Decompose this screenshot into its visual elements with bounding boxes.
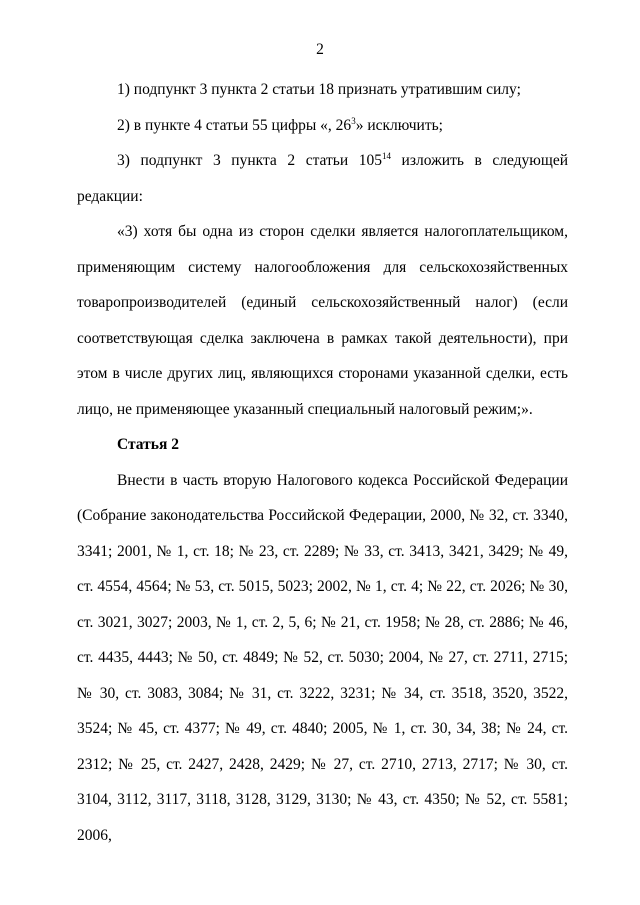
article-text: Внести в часть вторую Налогового кодекса Российской Федерации (Собрание законодательства Российской Федерации, 2000, № 32, ст. 3340, 3341; 2001, № 1, ст. 18; № 23, ст. 2289; № 33, ст. 3413, 3421, 3429; № 49, ст. 4554, 4564; № 53, ст. 5015, 5023; 2002, № 1, ст. 4; № 22, ст. 2026; № 30, ст. 3021, 3027; 2003, № 1, ст. 2, 5, 6; № 21, ст. 1958; № 28, ст. 2886; № 46, ст. 4435, 4443; № 50, ст. 4849; № 52, ст. 5030; 2004, № 27, ст. 2711, 2715; № 30, ст. 3083, 3084; № 31, ст. 3222, 3231; № 34, ст. 3518, 3520, 3522, 3524; № 45, ст. 4377; № 49, ст. 4840; 2005, № 1, ст. 30, 34, 38; № 24, ст. 2312; № 25, ст. 2427, 2428, 2429; № 27, ст. 2710, 2713, 2717; № 30, ст. 3104, 3112, 3117, 3118, 3128, 3129, 3130; № 43, ст. 4350; № 52, ст. 5581; 2006, — [77, 471, 568, 844]
document-body — [77, 72, 568, 853]
item-3-text-after: изложить в следующей редакции: — [77, 152, 568, 205]
item-2-text-after: » исключить; — [355, 116, 443, 134]
item-1-text: 1) подпункт 3 пункта 2 статьи 18 признать утратившим силу; — [117, 81, 521, 98]
page-number: 2 — [316, 41, 324, 58]
item-2-text-before: 2) в пункте 4 статьи 55 цифры «, 26 — [117, 116, 352, 134]
item-2 — [77, 108, 568, 144]
article-heading: Статья 2 — [117, 436, 179, 453]
item-3 — [77, 143, 568, 214]
quoted-subitem: «3) хотя бы одна из сторон сделки является налогоплательщиком, применяющим систему налогообложения для сельскохозяйственных товаропроизводителей (единый сельскохозяйственный налог) (если соответствующая сделка заключена в рамках такой деятельности), при этом в числе других лиц, являющихся сторонами указанной сделки, есть лицо, не применяющее указанный специальный налоговый режим;». — [77, 223, 568, 418]
item-2-superscript: 3 — [351, 115, 356, 126]
item-1 — [77, 72, 568, 108]
item-3-superscript: 14 — [381, 151, 391, 161]
item-3-text-before: 3) подпункт 3 пункта 2 статьи 105 — [117, 152, 382, 169]
